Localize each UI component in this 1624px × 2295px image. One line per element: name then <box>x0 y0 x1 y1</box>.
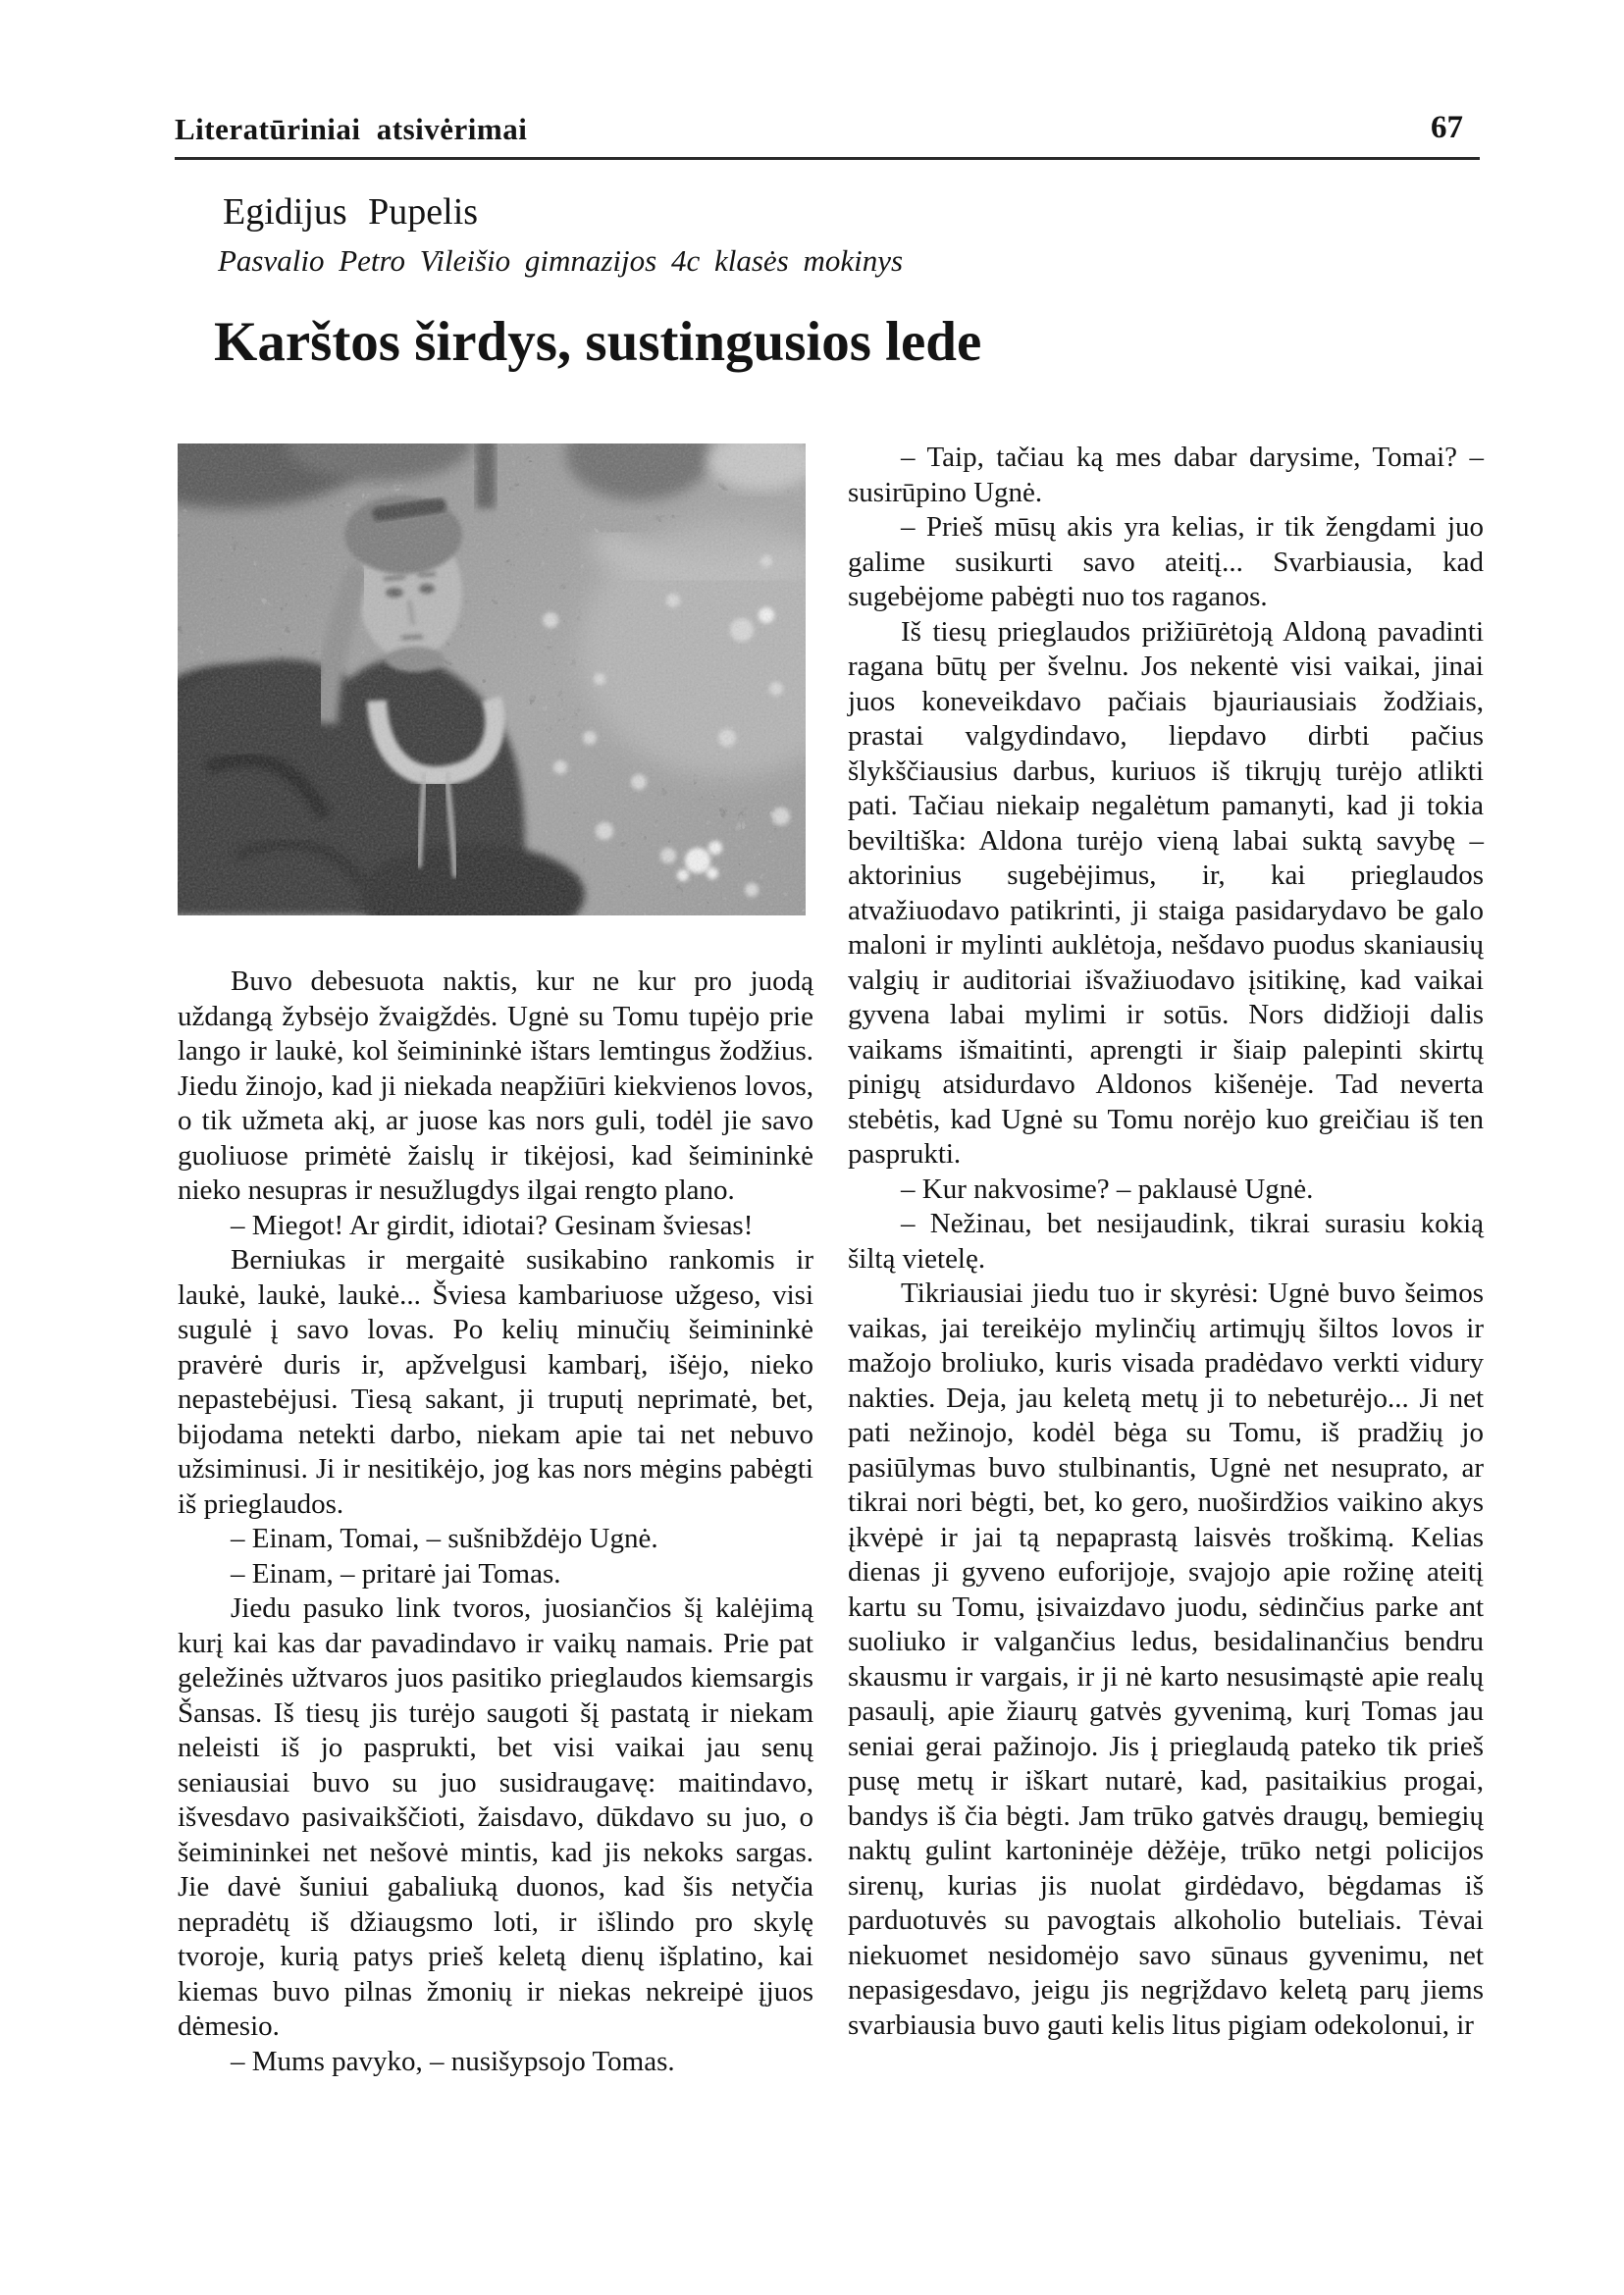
dialogue-line: – Einam, Tomai, – sušnibždėjo Ugnė. <box>231 1523 658 1554</box>
author-affiliation: Pasvalio Petro Vileišio gimnazijos 4c klasės mokinys <box>218 243 904 278</box>
dialogue-line: – Mums pavyko, – nusišypsojo Tomas. <box>231 2045 675 2077</box>
paragraph: Tikriausiai jiedu tuo ir skyrėsi: Ugnė buvo šeimos vaikas, jai tereikėjo mylinčių artimųjų šiltos lovos ir mažojo broliuko, kuris visada pradėdavo verkti vidury nakties. Deja, jau keletą metų ji to nebeturėjo... Ji net pati nežinojo, kodėl bėga su Tomu, iš pradžių jo pasiūlymas buvo stulbinantis, Ugnė net nesuprato, ar tikrai nori bėgti, bet, ko gero, nuoširdžios vaikino akys įkvėpė ir jai tą nepaprastą laisvės troškimą. Kelias dienas ji gyveno euforijoje, svajojo apie rožinę ateitį kartu su Tomu, įsivaizdavo juodu, sėdinčius parke ant suoliuko ir valgančius ledus, besidalinančius bendru skausmu ir vargais, ir ji nė karto nesusimąstė apie realų pasaulį, apie žiaurų gatvės gyvenimą, kurį Tomas jau seniai gerai pažinojo. Jis į prieglaudą pateko tik prieš pusę metų ir iškart nutarė, kad, pasitaikius progai, bandys iš čia bėgti. Jam trūko gatvės draugų, bemiegių naktų gulint kartoninėje dėžėje, trūko netgi policijos sirenų, kurias jis nuolat girdėdavo, bėgdamas iš parduotuvės su pavogtais alkoholio buteliais. Tėvai niekuomet nesidomėjo savo sūnaus gyvenimu, net nepasigesdavo, jeigu jis negrįždavo keletą parų jiems svarbiausia buvo gauti kelis litus pigiam odekolonui, ir <box>848 1278 1484 2041</box>
paragraph: Berniukas ir mergaitė susikabino rankomis ir laukė, laukė, laukė... Šviesa kambariuose užgeso, visi sugulė į savo lovas. Po kelių minučių šeimininkė pravėrė duris ir, apžvelgusi kambarį, išėjo, nieko nepastebėjusi. Tiesą sakant, ji truputį neprimatė, bet, bijodama netekti darbo, niekam apie tai net nebuvo užsiminusi. Ji ir nesitikėjo, jog kas nors mėgins pabėgti iš prieglaudos. <box>178 1244 813 1520</box>
author-name: Egidijus Pupelis <box>223 191 479 233</box>
header-rule <box>175 157 1480 160</box>
article-photo-illustration <box>178 443 806 915</box>
paragraph: Iš tiesų prieglaudos prižiūrėtoją Aldoną pavadinti ragana būtų per švelnu. Jos nekentė visi vaikai, jinai juos koneveikdavo pačiais bjauriausiais žodžiais, prastai valgydindavo, liepdavo dirbti pačius šlykščiausius darbus, kuriuos iš tikrųjų turėjo atlikti pati. Tačiau niekaip negalėtum pamanyti, kad ji tokia beviltiška: Aldona turėjo vieną labai suktą savybę – aktorinius sugebėjimus, ir, kai prieglaudos atvažiuodavo patikrinti, ji staiga pasidarydavo be galo maloni ir mylinti auklėtoja, nešdavo puodus skaniausių valgių ir auditoriai išvažiuodavo įsitikinę, kad vaikai gyvena labai mylimi ir sotūs. Nors didžioji dalis vaikams išmaitinti, aprengti ir šiaip palepinti skirtų pinigų atsidurdavo Aldonos kišenėje. Tad neverta stebėtis, kad Ugnė su Tomu norėjo kuo greičiau iš ten pasprukti. <box>848 615 1484 1170</box>
dialogue-line: – Einam, – pritarė jai Tomas. <box>231 1557 561 1590</box>
article-title: Karštos širdys, sustingusios lede <box>214 311 982 373</box>
dialogue-line: – Miegot! Ar girdit, idiotai? Gesinam šviesas! <box>231 1209 754 1241</box>
dialogue-line: – Taip, tačiau ką mes dabar darysime, Tomai? – susirūpino Ugnė. <box>848 442 1484 508</box>
right-column <box>848 441 1484 2043</box>
journal-section-title: Literatūriniai atsivėrimai <box>175 112 528 146</box>
page-number: 67 <box>1431 110 1463 145</box>
dialogue-line: – Kur nakvosime? – paklausė Ugnė. <box>901 1173 1314 1205</box>
dialogue-line: – Prieš mūsų akis yra kelias, ir tik žengdami juo galime susikurti savo ateitį... Svarbiausia, kad sugebėjome pabėgti nuo tos raganos. <box>848 511 1484 612</box>
paragraph: Buvo debesuota naktis, kur ne kur pro juodą uždangą žybsėjo žvaigždės. Ugnė su Tomu tupėjo prie lango ir laukė, kol šeimininkė ištars lemtingus žodžius. Jiedu žinojo, kad ji niekada neapžiūri kiekvienos lovos, o tik užmeta akį, ar juose kas nors guli, todėl jie savo guoliuose primėtė žaislų ir tikėjosi, kad šeimininkė nieko nesupras ir nesužlugdys ilgai rengto plano. <box>178 965 813 1206</box>
paragraph: Jiedu pasuko link tvoros, juosiančios šį kalėjimą kurį kai kas dar pavadindavo ir vaikų namais. Prie pat geležinės užtvaros juos pasitiko prieglaudos kiemsargis Šansas. Iš tiesų jis turėjo saugoti šį pastatą ir niekam neleisti iš jo pasprukti, bet visi vaikai jau senų seniausiai buvo su juo susidraugavę: maitindavo, išvesdavo pasivaikščioti, žaisdavo, dūkdavo su juo, o šeimininkei net nešovė mintis, kad jis nekoks sargas. Jie davė šuniui gabaliuką duonos, kad šis netyčia nepradėtų iš džiaugsmo loti, ir išlindo pro skylę tvoroje, kurią patys prieš keletą dienų išplatino, kai kiemas buvo pilnas žmonių ir niekas nekreipė įjuos dėmesio. <box>178 1592 813 2042</box>
dialogue-line: – Nežinau, bet nesijaudink, tikrai surasiu kokią šiltą vietelę. <box>848 1208 1484 1275</box>
article-photo <box>178 443 806 915</box>
left-column <box>178 443 813 2079</box>
